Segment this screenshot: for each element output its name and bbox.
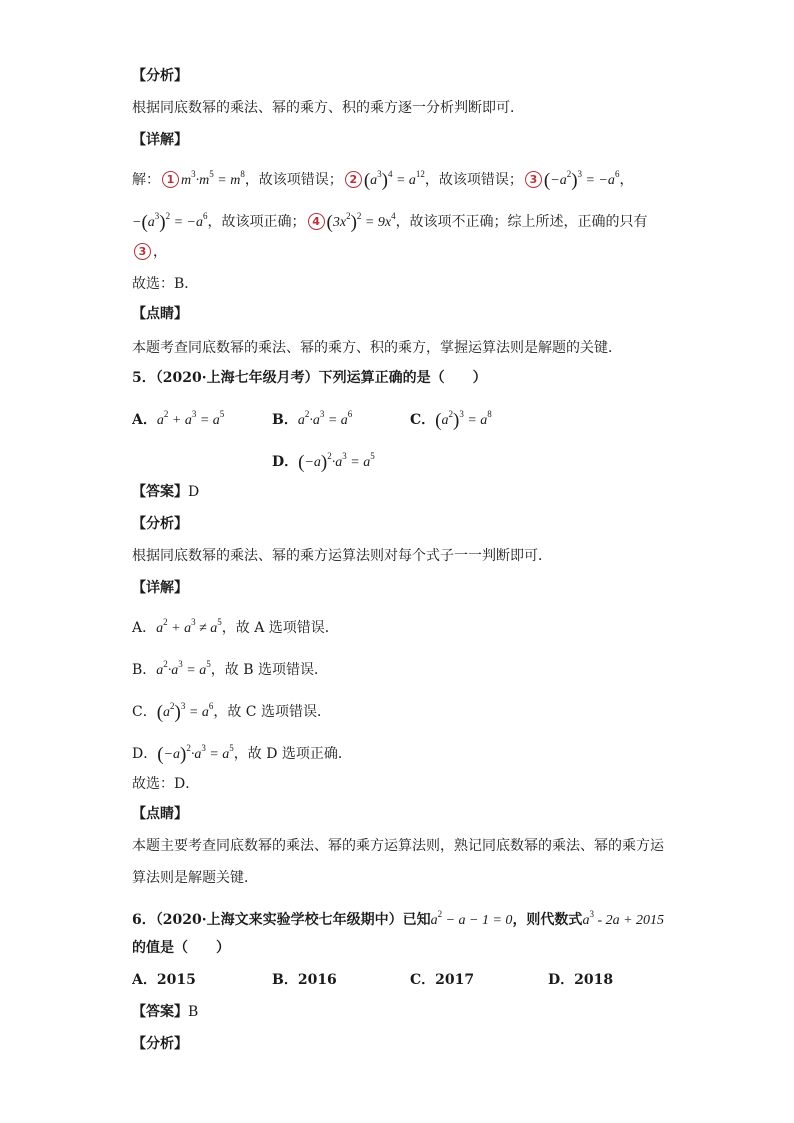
q5-comment-line-2: 算法则是解题关键．	[132, 870, 258, 886]
circled-number-icon: 1	[162, 171, 179, 188]
option-label: B．	[272, 412, 298, 428]
q6-analysis-heading: 【分析】	[132, 1036, 188, 1052]
formula: $(a^2)^3 = a^6$	[156, 701, 214, 723]
answer-heading: 【答案】	[132, 1004, 188, 1020]
analysis-heading: 【分析】	[132, 68, 188, 84]
formula: $m^3\cdot m^5 = m^8$	[181, 169, 245, 188]
q5-detail-a	[132, 612, 339, 639]
solution-note: ，	[153, 244, 167, 260]
detail-note: ，故 A 选项错误．	[221, 620, 339, 636]
solution-line-3	[132, 242, 167, 262]
q5-detail-c	[132, 696, 331, 723]
solution-line-1: 解： 1 $m^3\cdot m^5 = m^8$，故该项错误； 2 $(a^3)^4 = a^{12}$，故该项错误； 3 $(-a^2)^3 = -a^6$，	[132, 169, 634, 191]
formula: $(-a^2)^3 = -a^6$	[543, 169, 620, 191]
formula: $a^2 + a^3 = a^5$	[156, 409, 225, 428]
q5-option-d	[272, 446, 375, 473]
analysis-text: 根据同底数幂的乘法、幂的乘方、积的乘方逐一分析判断即可．	[132, 100, 524, 116]
comment-heading: 【点睛】	[132, 306, 188, 322]
q5-select: 故选：D．	[132, 776, 200, 792]
q6-stem-a: 6．（2020·上海文来实验学校七年级期中）已知	[132, 912, 431, 928]
formula: $a^2\cdot a^3 = a^5$	[156, 659, 211, 678]
question-6-stem	[132, 904, 664, 931]
q6-stem-b: ，则代数式	[512, 912, 583, 928]
formula: $a^2\cdot a^3 = a^6$	[297, 409, 353, 428]
detail-heading: 【详解】	[132, 132, 188, 148]
formula: $(-a)^2\cdot a^3 = a^5$	[157, 743, 234, 765]
q5-answer	[132, 482, 199, 502]
q5-option-b	[272, 404, 352, 431]
q5-comment-heading: 【点睛】	[132, 806, 188, 822]
option-label: C．	[132, 704, 157, 720]
q5-analysis-text: 根据同底数幂的乘法、幂的乘方运算法则对每个式子一一判断即可．	[132, 548, 552, 564]
solution-note: ，故该项错误；	[244, 172, 343, 188]
answer-value: D	[188, 484, 200, 500]
formula: $(a^3)^4 = a^{12}$	[363, 169, 425, 191]
q6-option-c: C．2017	[410, 972, 475, 988]
option-label: A．	[132, 620, 157, 636]
q5-detail-b	[132, 654, 328, 681]
option-label: D．	[272, 454, 299, 470]
solution-prefix: 解：	[132, 172, 160, 188]
q6-option-b: B．2016	[272, 972, 337, 988]
circled-number-icon: 3	[134, 243, 151, 260]
solution-note: ，故该项错误；	[424, 172, 523, 188]
formula: $(-a)^2\cdot a^3 = a^5$	[298, 451, 375, 473]
comment-text: 本题考查同底数幂的乘法、幂的乘方、积的乘方，掌握运算法则是解题的关键．	[132, 340, 622, 356]
q6-option-d: D．2018	[548, 972, 614, 988]
q5-detail-heading: 【详解】	[132, 580, 188, 596]
q5-detail-d	[132, 738, 352, 765]
formula: $a^3 - 2a + 2015$	[582, 909, 665, 928]
q5-option-a	[132, 404, 224, 431]
circled-number-icon: 2	[345, 171, 362, 188]
option-label: B．	[132, 662, 157, 678]
solution-line-2	[132, 206, 648, 233]
solution-note: ，故该项正确；	[207, 214, 306, 230]
select-text: 故选：B．	[132, 276, 199, 292]
option-label: C．	[410, 412, 436, 428]
q5-comment-line-1: 本题主要考查同底数幂的乘法、幂的乘方运算法则，熟记同底数幂的乘法、幂的乘方运	[132, 838, 664, 854]
formula: $(a^2)^3 = a^8$	[435, 409, 492, 431]
option-label: D．	[132, 746, 158, 762]
detail-note: ，故 D 选项正确．	[233, 746, 352, 762]
answer-value: B	[188, 1004, 199, 1020]
answer-heading: 【答案】	[132, 484, 188, 500]
solution-note: ，故该项不正确；综上所述，正确的只有	[395, 214, 648, 230]
q6-option-a: A．2015	[132, 972, 196, 988]
q5-analysis-heading: 【分析】	[132, 516, 188, 532]
formula: $(3x^2)^2 = 9x^4$	[326, 211, 396, 233]
formula: $-(a^3)^2 = -a^6$	[132, 211, 208, 233]
formula: $a^2 + a^3 \ne a^5$	[156, 617, 222, 636]
detail-note: ，故 C 选项错误．	[213, 704, 331, 720]
circled-number-icon: 3	[525, 171, 542, 188]
option-label: A．	[132, 412, 157, 428]
question-5-stem: 5．（2020·上海七年级月考）下列运算正确的是（ ）	[132, 370, 487, 386]
question-6-stem-end: 的值是（ ）	[132, 940, 230, 956]
q5-option-c	[410, 404, 492, 431]
q6-answer	[132, 1002, 198, 1022]
formula: $a^2 - a - 1 = 0$	[430, 909, 513, 928]
circled-number-icon: 4	[308, 213, 325, 230]
detail-note: ，故 B 选项错误．	[210, 662, 328, 678]
